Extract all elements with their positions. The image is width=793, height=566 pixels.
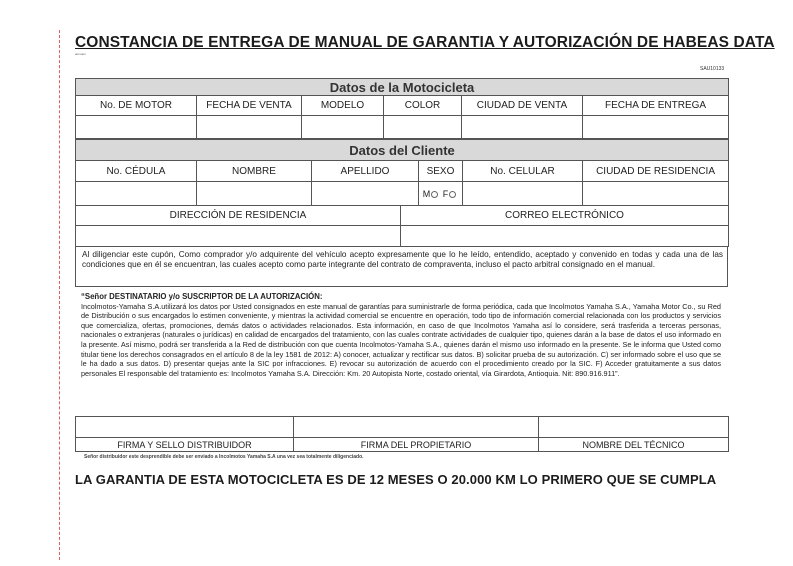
address-label: DIRECCIÓN DE RESIDENCIA (76, 206, 401, 226)
col-delivery-date: FECHA DE ENTREGA (583, 96, 729, 116)
cellphone-field[interactable] (463, 182, 583, 206)
motor-number-field[interactable] (76, 116, 197, 139)
model-field[interactable] (302, 116, 384, 139)
col-sale-date: FECHA DE VENTA (197, 96, 302, 116)
sale-date-field[interactable] (197, 116, 302, 139)
address-field[interactable] (76, 226, 401, 247)
id-number-field[interactable] (76, 182, 197, 206)
signature-table (75, 416, 729, 452)
col-sex: SEXO (419, 161, 463, 182)
sale-city-field[interactable] (462, 116, 583, 139)
page-title: CONSTANCIA DE ENTREGA DE MANUAL DE GARANTIA Y AUTORIZACIÓN DE HABEAS DATA (75, 34, 775, 51)
sex-f-label: F (442, 188, 449, 199)
sex-m-label: M (422, 188, 431, 199)
col-model: MODELO (302, 96, 384, 116)
moto-section-header: Datos de la Motocicleta (76, 79, 729, 96)
col-residence-city: CIUDAD DE RESIDENCIA (583, 161, 729, 182)
surname-field[interactable] (312, 182, 419, 206)
authorization-heading: “Señor DESTINATARIO y/o SUSCRIPTOR DE LA AUTORIZACIÓN: (81, 292, 323, 301)
cut-line (59, 30, 60, 560)
client-table (75, 139, 729, 206)
col-cellphone: No. CELULAR (463, 161, 583, 182)
col-id-number: No. CÉDULA (76, 161, 197, 182)
col-name: NOMBRE (197, 161, 312, 182)
sex-m-radio[interactable] (431, 191, 438, 198)
email-field[interactable] (401, 226, 729, 247)
col-motor-number: No. DE MOTOR (76, 96, 197, 116)
technician-name-field[interactable] (539, 417, 729, 438)
col-color: COLOR (384, 96, 462, 116)
technician-name-label: NOMBRE DEL TÉCNICO (539, 438, 729, 452)
address-table (75, 205, 729, 247)
client-section-header: Datos del Cliente (76, 140, 729, 161)
distributor-signature-label: FIRMA Y SELLO DISTRIBUIDOR (76, 438, 294, 452)
color-field[interactable] (384, 116, 462, 139)
distributor-note: Señor distribuidor este desprendible debe ser enviado a Incolmotos Yamaha S.A una vez sea totalmente diligenciado. (84, 454, 364, 460)
authorization-text (81, 292, 721, 378)
residence-city-field[interactable] (583, 182, 729, 206)
moto-table (75, 78, 729, 139)
sex-options (419, 182, 463, 206)
form-code: SAU10133 (700, 66, 725, 72)
distributor-signature-field[interactable] (76, 417, 294, 438)
col-sale-city: CIUDAD DE VENTA (462, 96, 583, 116)
authorization-body: Incolmotos-Yamaha S.A.utilizará los datos por Usted consignados en este manual de garantías para suministrarle de forma periódica, cada que Incolmotos Yamaha S.A., Yamaha Motor Co., su Red de Distribución o sus encargados lo estimen conveniente, y mientras la actividad comercial se encuentre en operación, todo tipo de información comercial relacionada con los productos y servicios que comercializa, ofertas, promociones, demás datos o actividades relacionados. Esta información, en caso de que Incolmotos Yamaha así lo considere, será trasferida a terceras personas, nacionales o extranjeras (naturales o jurídicas) en calidad de encargados del tratamiento, con las cuales contrate actividades de cualquier tipo, quienes darán a la base de datos el uso informado en la presente. Así mismo, podrá ser transferida a la Red de distribución con que cuenta Incolmotos-Yamaha S.A., quienes darán el mismo uso informado en la presente. Se le informa que Usted como titular tiene los derechos consagrados en el artículo 8 de la ley 1581 de 2012: A) conocer, actualizar y rectificar sus datos. B) solicitar prueba de su autorización. C) ser informado sobre el uso que se le ha dado a sus datos. D) presentar quejas ante la SIC por infracciones. E) revocar su autorización de acuerdo con el procedimiento creado por la SIC. F) Acceder gratuitamente a sus datos personales El responsable del tratamiento es: Incolmotos Yamaha S.A. Dirección: Km. 20 Autopista Norte, costado oriental, vía Girardota, Antioquia. Nit: 890.916.911”. (81, 301, 721, 378)
name-field[interactable] (197, 182, 312, 206)
sex-f-radio[interactable] (449, 191, 456, 198)
delivery-date-field[interactable] (583, 116, 729, 139)
owner-signature-field[interactable] (294, 417, 539, 438)
col-surname: APELLIDO (312, 161, 419, 182)
acceptance-disclaimer: Al diligenciar este cupón, Como comprador y/o adquirente del vehículo acepto expresamente que lo he leído, entendido, aceptado y convenido en todas y cada una de las condiciones que en él se encuentran, las cuales acepto como parte integrante del contrato de compraventa, incluso el pacto arbitral consignado en el manual. (75, 246, 728, 287)
warranty-footer: LA GARANTIA DE ESTA MOTOCICLETA ES DE 12 MESES O 20.000 KM LO PRIMERO QUE SE CUMPLA (75, 472, 717, 487)
email-label: CORREO ELECTRÓNICO (401, 206, 729, 226)
small-mark: ammam (75, 52, 86, 56)
owner-signature-label: FIRMA DEL PROPIETARIO (294, 438, 539, 452)
